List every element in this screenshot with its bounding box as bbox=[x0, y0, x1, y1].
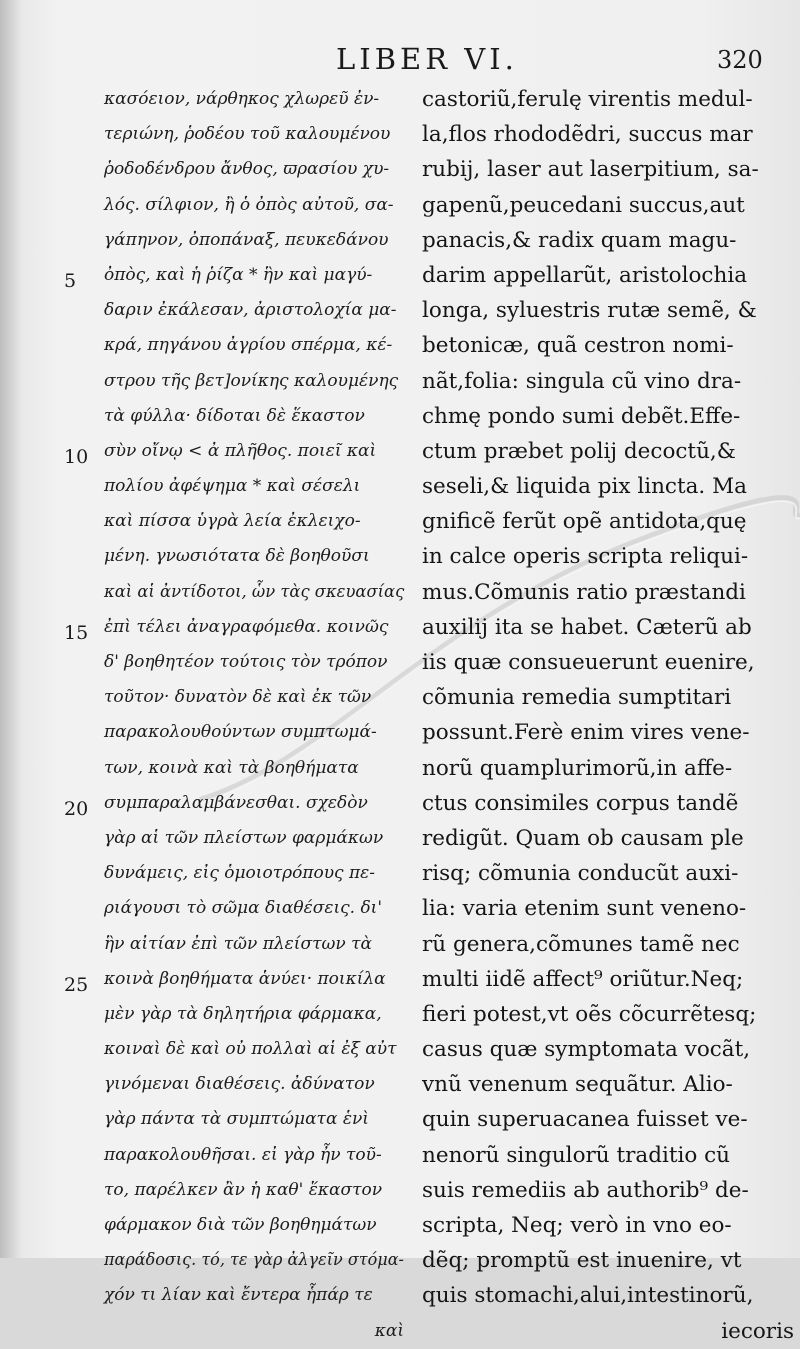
greek-text-line: ἐπὶ τέλει ἀναγραφόμεθα. κοινῶς bbox=[104, 616, 389, 637]
greek-text-line: κοινὰ βοηθήματα ἁνύει· ποικίλα bbox=[104, 968, 386, 989]
latin-text-line: multi iidẽ affect⁹ oriũtur.Neq; bbox=[422, 966, 744, 992]
greek-text-line: παρακολουθῆσαι. εἰ γὰρ ἦν τοῦ- bbox=[104, 1144, 382, 1165]
latin-text-line: scripta, Neq; verò in vno eo- bbox=[422, 1213, 732, 1238]
latin-text-line: cõmunia remedia sumptitari bbox=[422, 685, 732, 711]
greek-text-line: λός. σίλφιον, ἢ ὁ ὀπὸς αὐτοῦ, σα- bbox=[104, 194, 394, 215]
latin-text-line: longa, syluestris rutæ semẽ, & bbox=[422, 298, 757, 324]
latin-text-line: possunt.Ferè enim vires vene- bbox=[422, 720, 750, 746]
greek-text-line: παράδοσις. τό, τε γὰρ ἀλγεῖν στόμα- bbox=[104, 1250, 404, 1271]
latin-text-line: redigũt. Quam ob causam ple bbox=[422, 825, 744, 851]
greek-text-line: καὶ πίσσα ὑγρὰ λεία ἐκλειχο- bbox=[104, 511, 361, 532]
latin-text-line: gapenũ,peucedani succus,aut bbox=[422, 192, 745, 218]
greek-text-line: γὰρ αἱ τῶν πλείστων φαρμάκων bbox=[104, 827, 384, 848]
latin-text-line: iis quæ consueuerunt euenire, bbox=[422, 650, 755, 675]
line-number: 20 bbox=[64, 798, 89, 820]
line-number: 25 bbox=[64, 974, 89, 996]
latin-text-line: rubij, laser aut laserpitium, sa- bbox=[422, 157, 759, 183]
greek-text-line: πολίου ἀφέψημα * καὶ σέσελι bbox=[104, 476, 361, 497]
greek-text-line: το, παρέλκεν ἂν ἡ καθ' ἕκαστον bbox=[104, 1179, 383, 1200]
latin-text-line: iecoris bbox=[721, 1318, 794, 1344]
latin-text-line: lia: varia etenim sunt veneno- bbox=[422, 896, 747, 922]
latin-text-line: betonicæ, quã cestron nomi- bbox=[422, 333, 734, 359]
line-number: 15 bbox=[64, 622, 89, 644]
greek-text-column bbox=[104, 82, 404, 1349]
latin-text-line: gnificẽ ferũt opẽ antidota,quę bbox=[422, 509, 747, 535]
greek-text-line: χόν τι λίαν καὶ ἔντερα ἧπάρ τε bbox=[104, 1285, 373, 1306]
latin-text-line: seseli,& liquida pix lincta. Ma bbox=[422, 474, 747, 500]
latin-text-line: la,flos rhododẽdri, succus mar bbox=[422, 122, 753, 148]
greek-text-line: γινόμεναι διαθέσεις. ἀδύνατον bbox=[104, 1074, 375, 1095]
latin-text-line: auxilij ita se habet. Cæterũ ab bbox=[422, 614, 752, 640]
running-head: LIBER VI. bbox=[336, 42, 518, 76]
page-header bbox=[0, 38, 800, 78]
greek-text-line: τοῦτον· δυνατὸν δὲ καὶ ἐκ τῶν bbox=[104, 687, 372, 708]
latin-text-line: risq; cõmunia conducũt auxi- bbox=[422, 861, 739, 887]
greek-text-line: τεριώνη, ῥοδέου τοῦ καλουμένου bbox=[104, 124, 391, 145]
greek-text-line: καὶ αἱ ἀντίδοτοι, ὧν τὰς σκευασίας bbox=[104, 581, 405, 602]
greek-text-line: ριάγουσι τὸ σῶμα διαθέσεις. δι' bbox=[104, 898, 383, 919]
latin-text-line: in calce operis scripta reliqui- bbox=[422, 544, 749, 570]
greek-text-line: ἣν αἰτίαν ἐπὶ τῶν πλείστων τὰ bbox=[104, 933, 372, 954]
greek-text-line: μὲν γὰρ τὰ δηλητήρια φάρμακα, bbox=[104, 1003, 382, 1024]
latin-text-line: chmę pondo sumi debẽt.Effe- bbox=[422, 403, 741, 429]
latin-text-line: quis stomachi,alui,intestinorũ, bbox=[422, 1283, 754, 1309]
latin-text-line: suis remediis ab authorib⁹ de- bbox=[422, 1177, 749, 1203]
greek-text-line: καὶ bbox=[374, 1320, 404, 1341]
greek-text-line: σὺν οἴνῳ < ἀ πλῆθος. ποιεῖ καὶ bbox=[104, 440, 377, 461]
greek-text-line: συμπαραλαμβάνεσθαι. σχεδὸν bbox=[104, 792, 368, 813]
greek-text-line: μένη. γνωσιότατα δὲ βοηθοῦσι bbox=[104, 546, 370, 567]
greek-text-line: δ' βοηθητέον τούτοις τὸν τρόπον bbox=[104, 652, 388, 672]
latin-text-column bbox=[422, 82, 794, 1349]
greek-text-line: παρακολουθούντων συμπτωμά- bbox=[104, 722, 377, 743]
latin-text-line: vnũ venenum sequãtur. Alio- bbox=[422, 1072, 733, 1098]
line-number: 5 bbox=[64, 270, 77, 292]
greek-text-line: δαριν ἐκάλεσαν, ἀριστολοχία μα- bbox=[104, 300, 397, 321]
latin-text-line: nãt,folia: singula cũ vino dra- bbox=[422, 368, 742, 394]
greek-text-line: ὀπὸς, καὶ ἡ ῥίζα * ἣν καὶ μαγύ- bbox=[104, 264, 373, 285]
latin-text-line: mus.Cõmunis ratio præstandi bbox=[422, 579, 746, 605]
greek-text-line: κασόειον, νάρθηκος χλωρεῦ ἐν- bbox=[104, 89, 380, 109]
latin-text-line: rũ genera,cõmunes tamẽ nec bbox=[422, 931, 740, 957]
greek-text-line: γάπηνον, ὀποπάναξ, πευκεδάνου bbox=[104, 229, 389, 250]
latin-text-line: quin superuacanea fuisset ve- bbox=[422, 1107, 748, 1133]
latin-text-line: fieri potest,vt oẽs cõcurrẽtesq; bbox=[422, 1001, 757, 1027]
latin-text-line: nenorũ singulorũ traditio cũ bbox=[422, 1142, 731, 1168]
page-number: 320 bbox=[717, 46, 763, 74]
greek-text-line: στρου τῆς βετ]ονίκης καλουμένης bbox=[104, 370, 399, 391]
greek-text-line: κοιναὶ δὲ καὶ οὐ πολλαὶ αἱ ἐξ αὐτ bbox=[104, 1039, 397, 1060]
greek-text-line: γὰρ πάντα τὰ συμπτώματα ἑνὶ bbox=[104, 1109, 369, 1130]
latin-text-line: darim appellarũt, aristolochia bbox=[422, 262, 748, 288]
greek-text-line: των, κοινὰ καὶ τὰ βοηθήματα bbox=[104, 757, 359, 778]
latin-text-line: norũ quamplurimorũ,in affe- bbox=[422, 755, 733, 781]
greek-text-line: κρά, πηγάνου ἀγρίου σπέρμα, κέ- bbox=[104, 335, 393, 356]
greek-text-line: ῥοδοδένδρου ἄνθος, ϖρασίου χυ- bbox=[104, 159, 390, 180]
line-number: 10 bbox=[64, 446, 89, 468]
latin-text-line: castoriũ,ferulę virentis medul- bbox=[422, 87, 753, 112]
latin-text-line: panacis,& radix quam magu- bbox=[422, 227, 737, 253]
latin-text-line: casus quæ symptomata vocãt, bbox=[422, 1037, 751, 1063]
latin-text-line: ctum præbet polij decoctũ,& bbox=[422, 438, 736, 464]
latin-text-line: dẽq; promptũ est inuenire, vt bbox=[422, 1248, 742, 1274]
latin-text-line: ctus consimiles corpus tandẽ bbox=[422, 790, 739, 816]
greek-text-line: φάρμακον διὰ τῶν βοηθημάτων bbox=[104, 1215, 377, 1235]
greek-text-line: δυνάμεις, εἰς ὁμοιοτρόπους πε- bbox=[104, 863, 376, 884]
greek-text-line: τὰ φύλλα· δίδοται δὲ ἕκαστον bbox=[104, 405, 365, 426]
